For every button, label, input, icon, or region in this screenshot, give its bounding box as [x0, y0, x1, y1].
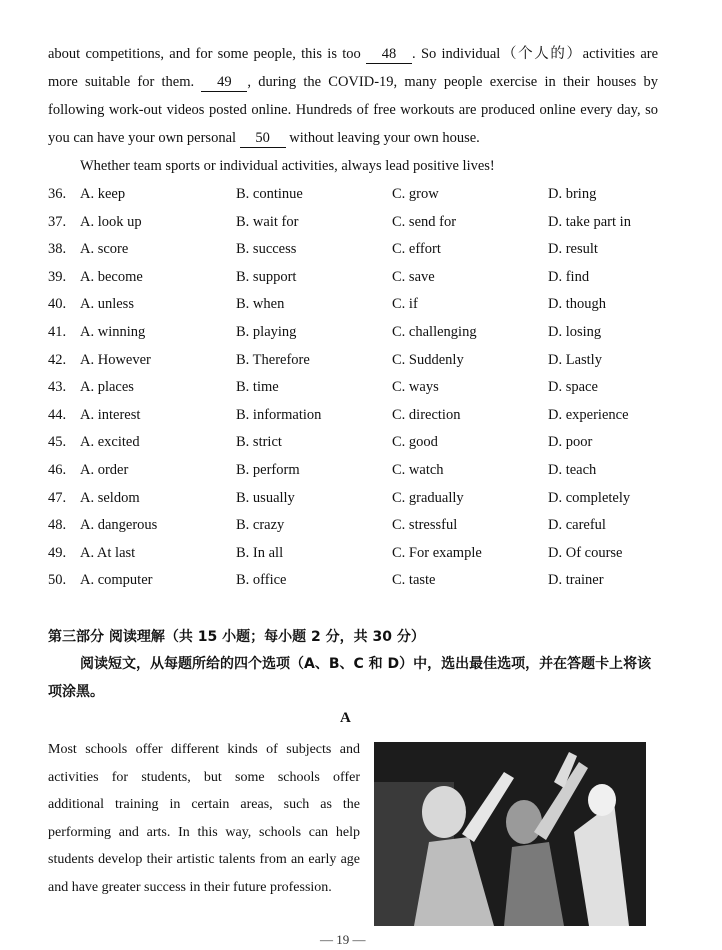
- option-a: A. keep: [80, 186, 126, 202]
- question-number: 48.: [48, 517, 67, 534]
- option-d: D. teach: [548, 461, 597, 478]
- question-number: 41.: [48, 323, 67, 340]
- option-b: B. support: [236, 268, 297, 285]
- passage-text: . So individual（个人的）activities: [412, 46, 636, 62]
- option-b: B. usually: [236, 489, 295, 506]
- option-b: B. playing: [236, 323, 297, 340]
- option-d: D. poor: [548, 434, 593, 451]
- option-d: D. take part in: [548, 213, 631, 230]
- option-c: C. watch: [392, 461, 444, 478]
- photo-image: [374, 742, 646, 926]
- option-a: A. excited: [80, 434, 140, 451]
- option-b: B. In all: [236, 544, 284, 561]
- option-b: B. Therefore: [236, 351, 310, 368]
- question-number: 38.: [48, 241, 67, 258]
- option-c: C. For example: [392, 544, 482, 561]
- option-d: D. Of course: [548, 544, 623, 561]
- question-number: 39.: [48, 268, 67, 285]
- question-row: [48, 513, 668, 541]
- option-a: A. seldom: [80, 489, 140, 506]
- option-b: B. office: [236, 572, 287, 589]
- option-d: D. space: [548, 379, 598, 396]
- question-number: 47.: [48, 489, 67, 506]
- question-number: 49.: [48, 544, 67, 561]
- page-number: — 19 —: [320, 932, 366, 947]
- question-row: [48, 430, 668, 458]
- option-b: B. information: [236, 406, 322, 423]
- passage-text: without leaving your own house.: [285, 130, 480, 146]
- option-c: C. Suddenly: [392, 351, 464, 368]
- performance-photo: [374, 742, 646, 926]
- option-b: B. crazy: [236, 517, 285, 534]
- option-a: A. order: [80, 461, 129, 478]
- passage-title: A: [340, 710, 351, 726]
- option-b: B. strict: [236, 434, 282, 451]
- passage-text: , during the COVID-19, many people exercise in their houses by following work-out videos posted online. Hundreds of free workouts are produced online every day, so you can have your own personal: [48, 74, 658, 146]
- option-c: C. good: [392, 434, 438, 451]
- question-row: [48, 568, 668, 596]
- option-a: A. places: [80, 379, 134, 396]
- question-row: [48, 375, 668, 403]
- question-row: [48, 348, 668, 376]
- question-number: 40.: [48, 296, 67, 313]
- blank-48: 48: [366, 45, 412, 64]
- option-c: C. if: [392, 296, 418, 313]
- question-row: [48, 292, 668, 320]
- question-number: 43.: [48, 379, 67, 396]
- passage-a-text: Most schools offer different kinds of subjects and activities for students, but some schools offer additional training in certain areas, such as the performing and arts. In this way, schools can help students develop their artistic talents from an early age and have greater success in their future profession.: [48, 742, 360, 895]
- option-d: D. completely: [548, 489, 631, 506]
- section-instructions: 阅读短文，从每题所给的四个选项（A、B、C 和 D）中，选出最佳选项，并在答题卡上将该项涂黑。: [48, 656, 652, 700]
- question-number: 45.: [48, 434, 67, 451]
- option-d: D. trainer: [548, 572, 604, 589]
- option-d: D. experience: [548, 406, 629, 423]
- option-a: A. interest: [80, 406, 141, 423]
- option-c: C. taste: [392, 572, 436, 589]
- question-row: [48, 210, 668, 238]
- option-b: B. perform: [236, 461, 300, 478]
- question-number: 50.: [48, 572, 67, 589]
- question-row: [48, 403, 668, 431]
- option-c: C. direction: [392, 406, 461, 423]
- option-d: D. losing: [548, 323, 602, 340]
- passage-text: are more suitable for them.: [48, 46, 659, 90]
- option-c: C. effort: [392, 241, 441, 258]
- option-b: B. wait for: [236, 213, 299, 230]
- option-b: B. continue: [236, 186, 303, 202]
- option-a: A. computer: [80, 572, 153, 589]
- option-d: D. careful: [548, 517, 606, 534]
- question-number: 44.: [48, 406, 67, 423]
- section-heading: 第三部分 阅读理解（共 15 小题；每小题 2 分，共 30 分）: [48, 629, 425, 645]
- option-d: D. Lastly: [548, 351, 602, 368]
- option-a: A. score: [80, 241, 129, 258]
- option-d: D. though: [548, 296, 606, 313]
- option-a: A. unless: [80, 296, 134, 313]
- option-b: B. time: [236, 379, 279, 396]
- question-row: [48, 541, 668, 569]
- option-c: C. challenging: [392, 323, 477, 340]
- question-row: [48, 458, 668, 486]
- question-number: 36.: [48, 186, 67, 202]
- option-d: D. find: [548, 268, 590, 285]
- option-a: A. become: [80, 268, 143, 285]
- blank-49: 49: [201, 73, 247, 92]
- option-d: D. result: [548, 241, 598, 258]
- answer-options: [48, 182, 668, 596]
- option-c: C. gradually: [392, 489, 464, 506]
- option-c: C. stressful: [392, 517, 458, 534]
- option-a: A. winning: [80, 323, 146, 340]
- closing-sentence: Whether team sports or individual activities, always lead positive lives!: [80, 158, 495, 174]
- option-a: A. At last: [80, 544, 136, 561]
- option-c: C. send for: [392, 213, 457, 230]
- question-number: 37.: [48, 213, 67, 230]
- question-row: [48, 237, 668, 265]
- option-a: A. look up: [80, 213, 142, 230]
- question-number: 46.: [48, 461, 67, 478]
- option-a: A. However: [80, 351, 151, 368]
- option-b: B. success: [236, 241, 297, 258]
- option-d: D. bring: [548, 186, 597, 202]
- option-c: C. save: [392, 268, 435, 285]
- passage-text: about competitions, and for some people, this is too: [48, 46, 367, 62]
- question-row: [48, 265, 668, 293]
- passage-continuation: [48, 40, 658, 152]
- question-row: [48, 182, 668, 210]
- option-a: A. dangerous: [80, 517, 158, 534]
- question-number: 42.: [48, 351, 67, 368]
- option-c: C. ways: [392, 379, 439, 396]
- option-c: C. grow: [392, 186, 439, 202]
- question-row: [48, 320, 668, 348]
- option-b: B. when: [236, 296, 285, 313]
- blank-50: 50: [240, 129, 286, 148]
- question-row: [48, 486, 668, 514]
